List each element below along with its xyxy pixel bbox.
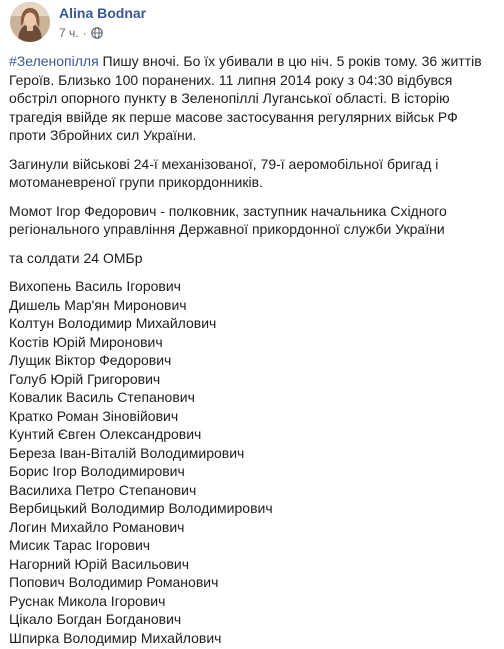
list-item: Василиха Петро Степанович <box>9 481 197 498</box>
avatar-photo <box>10 2 50 42</box>
post-timestamp[interactable]: 7 ч. <box>59 26 79 40</box>
list-item: Вихопень Василь Ігорович <box>9 278 181 294</box>
list-item: Вербицький Володимир Володимирович <box>9 500 273 516</box>
globe-icon[interactable] <box>91 27 103 39</box>
post-paragraph-intro <box>9 52 489 145</box>
list-item: Нагорний Юрій Васильович <box>9 555 190 572</box>
hashtag-link[interactable]: #Зеленопілля <box>9 53 99 69</box>
list-item: Костів Юрій Миронович <box>9 333 163 350</box>
post-paragraph-momot: Момот Ігор Федорович - полковник, заступник начальника Східного регіонального управління Державної прикордонної служби України <box>9 202 447 237</box>
list-item: Борис Ігор Володимирович <box>9 463 185 479</box>
list-item: Мисик Тарас Ігорович <box>9 537 151 553</box>
list-item: Кратко Роман Зіновійович <box>9 407 179 424</box>
list-item: Руснак Микола Ігорович <box>9 592 166 609</box>
meta-separator: · <box>82 26 87 40</box>
names-list <box>9 277 489 647</box>
post-header <box>10 2 146 42</box>
author-name[interactable]: Alina Bodnar <box>59 5 147 21</box>
header-text <box>59 2 146 41</box>
list-item: Попович Володимир Романович <box>9 574 219 590</box>
list-item: Колтун Володимир Михайлович <box>9 315 217 331</box>
post-body <box>9 52 489 647</box>
list-item: Шпирка Володимир Михайлович <box>9 629 222 646</box>
list-item: Логин Михайло Романович <box>9 518 185 535</box>
list-item: Кунтий Євген Олександрович <box>9 426 202 442</box>
list-item: Береза Іван-Віталій Володимирович <box>9 444 245 461</box>
list-item: Ковалик Василь Степанович <box>9 389 195 405</box>
post-paragraph-soldiers: та солдати 24 ОМБр <box>9 249 143 266</box>
list-item: Дишель Мар'ян Миронович <box>9 296 187 313</box>
list-item: Голуб Юрій Григорович <box>9 370 161 387</box>
avatar[interactable] <box>10 2 50 42</box>
post-paragraph-units: Загинули військові 24-ї механізованої, 79-ї аеромобільної бригад і мотоманевреної групи прикордонників. <box>9 155 439 190</box>
intro-text: Пишу вночі. Бо їх убивали в цю ніч. 5 років тому. 36 життів Героїв. Близько 100 поранених. 11 липня 2014 року з 04:30 відбувся обстріл опорного пункту в Зеленопіллі Луганської області. В історію трагедія ввійде як перше масове застосування регулярних військ РФ проти Збройних сил України. <box>9 53 482 143</box>
post-meta <box>59 25 146 41</box>
list-item: Лущик Віктор Федорович <box>9 352 172 368</box>
list-item: Цікало Богдан Богданович <box>9 611 182 627</box>
